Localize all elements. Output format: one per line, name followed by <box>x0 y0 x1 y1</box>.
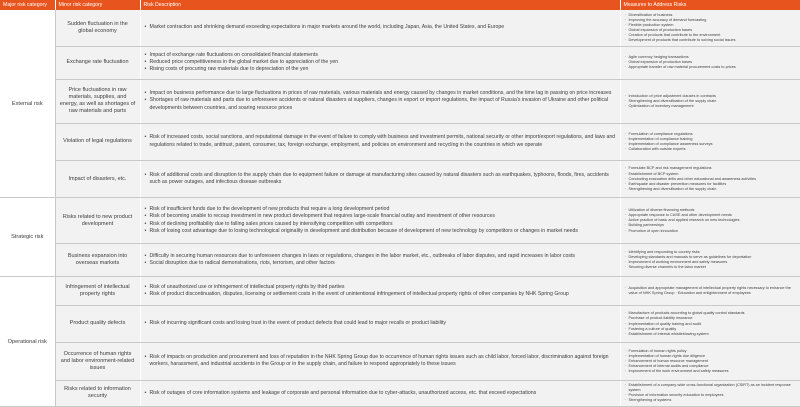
list-item: · Fostering a culture of quality <box>625 327 797 332</box>
header-measures: Measures to Address Risks <box>620 0 800 10</box>
list-item: · Strengthening and diversification of the supply chain <box>625 99 797 104</box>
measures-list <box>625 55 797 70</box>
list-item: · Acquisition and appropriate management of intellectual property rights necessary to enhance the value of NHK Spring Group · Education and enlightenment of employees <box>625 286 797 296</box>
measures-cell <box>620 79 800 123</box>
list-item: · Improvement of the work environment and safety measures <box>625 369 797 374</box>
risk-description-cell <box>140 160 620 197</box>
list-item: · Active practice of basic and applied research on new technologies <box>625 218 797 223</box>
list-item: · Building partnerships <box>625 223 797 228</box>
list-item: · Global expansion of production bases <box>625 28 797 33</box>
header-major-category: Major risk category <box>0 0 55 10</box>
measures-cell <box>620 305 800 342</box>
minor-category-cell: Risks related to information security <box>55 380 140 406</box>
table-row <box>0 123 800 160</box>
list-item: • Risk of increased costs, social sanctions, and reputational damage in the event of failure to comply with business and investment permits, national security or other import/export regulations, and laws and regulations related to trade, antitrust, patent, consumer, tax, foreign exchange, employment, and policies on environment and recycling in the countries in which we operate <box>145 134 616 149</box>
risk-description-cell <box>140 244 620 277</box>
list-item: · Collaboration with outside experts <box>625 147 797 152</box>
measures-cell <box>620 277 800 306</box>
table-row <box>0 79 800 123</box>
list-item: · Implementation of compliance awareness surveys <box>625 142 797 147</box>
list-item: · Formulate BCP and risk management regulations <box>625 166 797 171</box>
list-item: • Social disruption due to radical demonstrations, riots, terrorism, and other factors <box>145 260 616 267</box>
measures-cell <box>620 10 800 46</box>
list-item: • Risk of additional costs and disruption to the supply chain due to equipment failure or damage at manufacturing sites caused by natural disasters such as earthquakes, typhoons, floods, fires, accidents such as power outages, and infectious disease outbreaks <box>145 172 616 187</box>
header-row <box>0 0 800 10</box>
list-item: · Flexible production system <box>625 23 797 28</box>
minor-category-cell: Risks related to new product development <box>55 198 140 244</box>
header-risk-description: Risk Description <box>140 0 620 10</box>
list-item: · Development of products that contribute to solving social issues <box>625 38 797 43</box>
risk-description-cell <box>140 79 620 123</box>
risk-description-cell <box>140 380 620 406</box>
measures-cell <box>620 244 800 277</box>
risk-description-cell <box>140 10 620 46</box>
minor-category-cell: Exchange rate fluctuation <box>55 46 140 79</box>
table-row <box>0 160 800 197</box>
list-item: • Rising costs of procuring raw materials due to depreciation of the yen <box>145 66 616 73</box>
list-item: • Impact of exchange rate fluctuations on consolidated financial statements <box>145 52 616 59</box>
list-item: • Risk of impacts on production and procurement and loss of reputation in the NHK Spring Group due to occurrence of human rights issues such as child labor, forced labor, discrimination against foreign workers, harassment, and industrial accidents in the Group or in the supply chain, and failure to respond appropriately to these issues <box>145 354 616 369</box>
list-item: • Difficulty in securing human resources due to unforeseen changes in laws or regulations, changes in the labor market, etc., outbreaks of labor disputes, and rapid increases in labor costs <box>145 253 616 260</box>
major-category-cell: Operational risk <box>0 277 55 407</box>
description-list <box>145 390 616 397</box>
minor-category-cell: Product quality defects <box>55 305 140 342</box>
list-item: · Enhancement of human resource management <box>625 359 797 364</box>
table-row <box>0 244 800 277</box>
risk-description-cell <box>140 46 620 79</box>
description-list <box>145 52 616 74</box>
risk-description-cell <box>140 305 620 342</box>
header-minor-category: Minor risk category <box>55 0 140 10</box>
list-item: · Identifying and responding to country risks <box>625 250 797 255</box>
list-item: • Risk of outages of core information systems and leakage of corporate and personal information due to cyber-attacks, unauthorized access, etc. that exceed expectations <box>145 390 616 397</box>
list-item: · Improvement of working environment and safety measures <box>625 260 797 265</box>
measures-list <box>625 250 797 270</box>
description-list <box>145 320 616 327</box>
list-item: · Establishment of a company-wide cross-functional organization (CSIRT) as an incident response system <box>625 383 797 393</box>
table-row <box>0 46 800 79</box>
measures-list <box>625 349 797 374</box>
list-item: · Establishment of internal whistleblowing system <box>625 332 797 337</box>
list-item: · Utilization of diverse financing methods <box>625 208 797 213</box>
list-item: · Promotion of open innovation <box>625 229 797 234</box>
table-row <box>0 10 800 46</box>
minor-category-cell: Occurrence of human rights and labor environment-related issues <box>55 343 140 380</box>
list-item: · Diversification of business <box>625 13 797 18</box>
list-item: · Purchase of product liability insurance <box>625 316 797 321</box>
risk-description-cell <box>140 198 620 244</box>
minor-category-cell: Sudden fluctuation in the global economy <box>55 10 140 46</box>
list-item: • Risk of declining profitability due to falling sales prices caused by intensifying competition with competitors <box>145 221 616 228</box>
measures-cell <box>620 198 800 244</box>
measures-cell <box>620 160 800 197</box>
table-row <box>0 198 800 244</box>
list-item: · Introduction of price adjustment clauses in contracts <box>625 94 797 99</box>
risk-description-cell <box>140 277 620 306</box>
list-item: • Risk of incurring significant costs and losing trust in the event of product defects that could lead to major recalls or product liability <box>145 320 616 327</box>
description-list <box>145 134 616 149</box>
list-item: · Global expansion of production bases <box>625 60 797 65</box>
list-item: · Improving the accuracy of demand forecasting <box>625 18 797 23</box>
table-row <box>0 343 800 380</box>
list-item: · Formulation of human rights policy <box>625 349 797 354</box>
list-item: · Agile currency hedging transactions <box>625 55 797 60</box>
list-item: · Appropriate transfer of raw material procurement costs to prices <box>625 65 797 70</box>
list-item: • Risk of unauthorized use or infringement of intellectual property rights by third parties <box>145 284 616 291</box>
description-list <box>145 206 616 236</box>
description-list <box>145 253 616 268</box>
list-item: · Developing standards and manuals to serve as guidelines for deportation <box>625 255 797 260</box>
list-item: · Implementation of human rights due diligence <box>625 354 797 359</box>
description-list <box>145 24 616 31</box>
list-item: · Earthquake and disaster prevention measures for facilities <box>625 182 797 187</box>
minor-category-cell: Business expansion into overseas markets <box>55 244 140 277</box>
list-item: • Impact on business performance due to large fluctuations in prices of raw materials, various materials and energy caused by changes in market conditions, and the time lag in passing on price increases <box>145 90 616 97</box>
list-item: · Optimization of inventory management <box>625 104 797 109</box>
minor-category-cell: Infringement of intellectual property rights <box>55 277 140 306</box>
minor-category-cell: Impact of disasters, etc. <box>55 160 140 197</box>
table-header <box>0 0 800 10</box>
description-list <box>145 354 616 369</box>
minor-category-cell: Price fluctuations in raw materials, supplies, and energy, as well as shortages of raw materials and parts <box>55 79 140 123</box>
description-list <box>145 284 616 299</box>
list-item: · Strengthening of systems <box>625 398 797 403</box>
measures-list <box>625 166 797 191</box>
list-item: • Risk of becoming unable to recoup investment in new product development that requires large-scale financial outlay and investment of other resources <box>145 213 616 220</box>
major-category-cell: Strategic risk <box>0 198 55 277</box>
measures-list <box>625 13 797 44</box>
list-item: • Risk of insufficient funds due to the development of new products that require a long development period <box>145 206 616 213</box>
list-item: • Reduced price competitiveness in the global market due to appreciation of the yen <box>145 59 616 66</box>
minor-category-cell: Violation of legal regulations <box>55 123 140 160</box>
measures-cell <box>620 123 800 160</box>
description-list <box>145 90 616 112</box>
measures-list <box>625 286 797 296</box>
list-item: • Shortages of raw materials and parts due to unforeseen accidents or natural disasters at suppliers, changes in export or import regulations, the impact of Russia's invasion of Ukraine and other political developments between countries, and soaring resource prices <box>145 97 616 112</box>
list-item: · Strengthening and diversification of the supply chain <box>625 187 797 192</box>
measures-cell <box>620 343 800 380</box>
risk-description-cell <box>140 123 620 160</box>
list-item: · Appropriate response to CASE and other development needs <box>625 213 797 218</box>
measures-list <box>625 94 797 109</box>
measures-list <box>625 132 797 152</box>
description-list <box>145 172 616 187</box>
list-item: · Implementation of compliance training <box>625 137 797 142</box>
list-item: • Risk of product discontinuation, disputes, licensing or settlement costs in the event of unintentional infringement of intellectual property rights of other companies by NHK Spring Group <box>145 291 616 298</box>
measures-list <box>625 311 797 336</box>
list-item: · Conducting evacuation drills and other educational and awareness activities <box>625 177 797 182</box>
table-row <box>0 305 800 342</box>
measures-cell <box>620 380 800 406</box>
list-item: · Securing diverse channels to the labor market <box>625 265 797 270</box>
table-row <box>0 380 800 406</box>
list-item: · Enhancement of internal audits and compliance <box>625 364 797 369</box>
major-category-cell: External risk <box>0 10 55 198</box>
list-item: · Establishment of BCP system <box>625 172 797 177</box>
list-item: · Formulation of compliance regulations <box>625 132 797 137</box>
list-item: • Risk of losing cost advantage due to losing technological originality in development and distribution because of development of new technology by competitors or changes in market needs <box>145 228 616 235</box>
measures-list <box>625 208 797 233</box>
list-item: · Provision of information security education to employees <box>625 393 797 398</box>
list-item: · Implementation of quality training and audit <box>625 322 797 327</box>
table-row <box>0 277 800 306</box>
list-item: · Manufacture of products according to global quality control standards <box>625 311 797 316</box>
risk-description-cell <box>140 343 620 380</box>
table-body <box>0 10 800 407</box>
measures-cell <box>620 46 800 79</box>
list-item: • Market contraction and shrinking demand exceeding expectations in major markets around the world, including Japan, Asia, the United States, and Europe <box>145 24 616 31</box>
measures-list <box>625 383 797 403</box>
list-item: · Creation of products that contribute to the environment <box>625 33 797 38</box>
